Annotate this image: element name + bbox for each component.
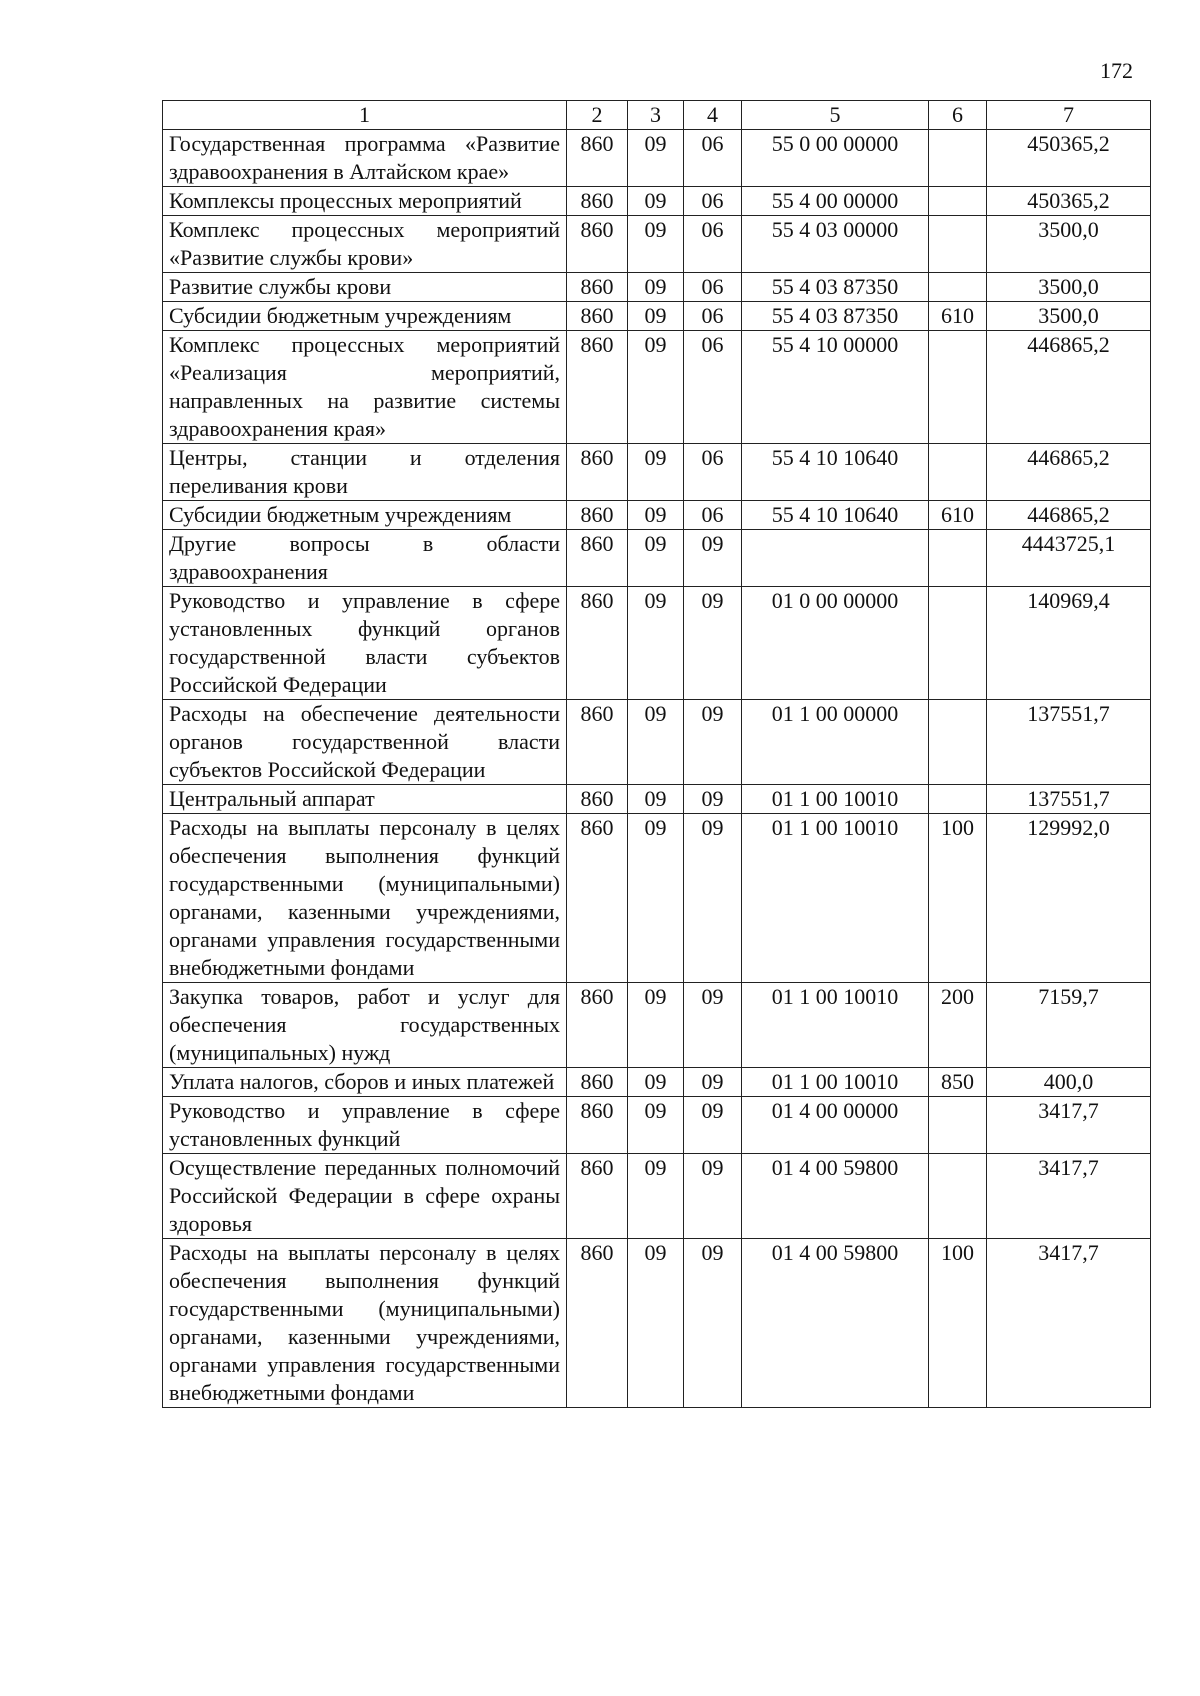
expense-name-cell: Уплата налогов, сборов и иных платежей [163,1068,567,1097]
target-article-cell: 01 1 00 10010 [742,814,929,983]
ministry-code-cell: 860 [567,1239,628,1408]
section-code-cell: 09 [628,331,684,444]
ministry-code-cell: 860 [567,785,628,814]
section-code-cell: 09 [628,444,684,501]
table-row [163,273,1151,302]
ministry-code-cell: 860 [567,983,628,1068]
table-row [163,331,1151,444]
table-row [163,444,1151,501]
section-code-cell: 09 [628,216,684,273]
target-article-cell: 01 4 00 59800 [742,1239,929,1408]
column-header-6: 6 [929,101,987,130]
table-row [163,302,1151,331]
ministry-code-cell: 860 [567,187,628,216]
expense-type-cell [929,587,987,700]
expense-type-cell [929,216,987,273]
section-code-cell: 09 [628,814,684,983]
ministry-code-cell: 860 [567,1068,628,1097]
amount-cell: 450365,2 [987,130,1151,187]
section-code-cell: 09 [628,983,684,1068]
expense-name-cell: Другие вопросы в области здравоохранения [163,530,567,587]
page-number: 172 [1100,58,1133,83]
table-row [163,700,1151,785]
table-row [163,530,1151,587]
section-code-cell: 09 [628,1154,684,1239]
expense-type-cell [929,1154,987,1239]
ministry-code-cell: 860 [567,814,628,983]
amount-cell: 137551,7 [987,700,1151,785]
subsection-code-cell: 06 [684,444,742,501]
amount-cell: 7159,7 [987,983,1151,1068]
section-code-cell: 09 [628,302,684,331]
expense-name-cell: Комплекс процессных мероприятий «Реализация мероприятий, направленных на развитие системы здравоохранения края» [163,331,567,444]
column-header-7: 7 [987,101,1151,130]
expense-name-cell: Расходы на обеспечение деятельности органов государственной власти субъектов Российской Федерации [163,700,567,785]
ministry-code-cell: 860 [567,1154,628,1239]
expense-name-cell: Закупка товаров, работ и услуг для обеспечения государственных (муниципальных) нужд [163,983,567,1068]
subsection-code-cell: 09 [684,983,742,1068]
subsection-code-cell: 09 [684,785,742,814]
expense-name-cell: Расходы на выплаты персоналу в целях обеспечения выполнения функций государственными (муниципальными) органами, казенными учреждениями, органами управления государственными внебюджетными фондами [163,814,567,983]
table-row [163,983,1151,1068]
expense-name-cell: Комплекс процессных мероприятий «Развитие службы крови» [163,216,567,273]
expense-type-cell: 610 [929,302,987,331]
subsection-code-cell: 06 [684,187,742,216]
target-article-cell: 01 1 00 10010 [742,785,929,814]
subsection-code-cell: 06 [684,331,742,444]
expense-name-cell: Развитие службы крови [163,273,567,302]
section-code-cell: 09 [628,785,684,814]
target-article-cell: 01 4 00 59800 [742,1154,929,1239]
ministry-code-cell: 860 [567,216,628,273]
subsection-code-cell: 06 [684,302,742,331]
subsection-code-cell: 06 [684,130,742,187]
table-row [163,1154,1151,1239]
target-article-cell: 55 0 00 00000 [742,130,929,187]
table-row [163,216,1151,273]
column-header-3: 3 [628,101,684,130]
ministry-code-cell: 860 [567,1097,628,1154]
amount-cell: 140969,4 [987,587,1151,700]
expense-name-cell: Осуществление переданных полномочий Российской Федерации в сфере охраны здоровья [163,1154,567,1239]
section-code-cell: 09 [628,530,684,587]
table-row [163,1097,1151,1154]
subsection-code-cell: 09 [684,814,742,983]
subsection-code-cell: 09 [684,530,742,587]
header-row [163,101,1151,130]
section-code-cell: 09 [628,130,684,187]
subsection-code-cell: 09 [684,1097,742,1154]
target-article-cell: 55 4 00 00000 [742,187,929,216]
expense-type-cell [929,530,987,587]
expense-type-cell [929,1097,987,1154]
amount-cell: 446865,2 [987,331,1151,444]
ministry-code-cell: 860 [567,587,628,700]
expense-name-cell: Субсидии бюджетным учреждениям [163,501,567,530]
ministry-code-cell: 860 [567,444,628,501]
amount-cell: 3417,7 [987,1239,1151,1408]
column-header-2: 2 [567,101,628,130]
subsection-code-cell: 09 [684,1154,742,1239]
expense-type-cell: 100 [929,1239,987,1408]
table-row [163,187,1151,216]
expense-name-cell: Руководство и управление в сфере установленных функций [163,1097,567,1154]
amount-cell: 400,0 [987,1068,1151,1097]
amount-cell: 3500,0 [987,273,1151,302]
column-header-4: 4 [684,101,742,130]
target-article-cell: 01 1 00 10010 [742,983,929,1068]
subsection-code-cell: 06 [684,501,742,530]
expense-type-cell: 100 [929,814,987,983]
target-article-cell: 01 1 00 00000 [742,700,929,785]
ministry-code-cell: 860 [567,130,628,187]
section-code-cell: 09 [628,587,684,700]
expense-type-cell [929,331,987,444]
expense-type-cell: 850 [929,1068,987,1097]
table-row [163,1068,1151,1097]
ministry-code-cell: 860 [567,501,628,530]
target-article-cell: 55 4 10 10640 [742,444,929,501]
ministry-code-cell: 860 [567,530,628,587]
expense-type-cell [929,444,987,501]
subsection-code-cell: 06 [684,273,742,302]
amount-cell: 3417,7 [987,1097,1151,1154]
section-code-cell: 09 [628,1068,684,1097]
target-article-cell: 55 4 03 87350 [742,273,929,302]
table-row [163,501,1151,530]
expense-type-cell [929,187,987,216]
section-code-cell: 09 [628,1239,684,1408]
expense-type-cell [929,130,987,187]
section-code-cell: 09 [628,187,684,216]
target-article-cell: 55 4 03 00000 [742,216,929,273]
amount-cell: 4443725,1 [987,530,1151,587]
table-row [163,587,1151,700]
budget-table [162,100,1151,1408]
section-code-cell: 09 [628,501,684,530]
expense-type-cell [929,273,987,302]
subsection-code-cell: 09 [684,700,742,785]
expense-name-cell: Государственная программа «Развитие здравоохранения в Алтайском крае» [163,130,567,187]
section-code-cell: 09 [628,700,684,785]
ministry-code-cell: 860 [567,331,628,444]
target-article-cell: 55 4 10 10640 [742,501,929,530]
target-article-cell: 55 4 03 87350 [742,302,929,331]
expense-name-cell: Центры, станции и отделения переливания крови [163,444,567,501]
amount-cell: 446865,2 [987,444,1151,501]
table-row [163,814,1151,983]
expense-name-cell: Комплексы процессных мероприятий [163,187,567,216]
ministry-code-cell: 860 [567,700,628,785]
column-header-1: 1 [163,101,567,130]
expense-type-cell [929,785,987,814]
amount-cell: 3500,0 [987,302,1151,331]
subsection-code-cell: 09 [684,587,742,700]
amount-cell: 3500,0 [987,216,1151,273]
column-header-5: 5 [742,101,929,130]
ministry-code-cell: 860 [567,302,628,331]
amount-cell: 129992,0 [987,814,1151,983]
ministry-code-cell: 860 [567,273,628,302]
amount-cell: 3417,7 [987,1154,1151,1239]
expense-type-cell: 610 [929,501,987,530]
subsection-code-cell: 06 [684,216,742,273]
table-row [163,130,1151,187]
target-article-cell [742,530,929,587]
target-article-cell: 01 1 00 10010 [742,1068,929,1097]
amount-cell: 137551,7 [987,785,1151,814]
expense-name-cell: Руководство и управление в сфере установленных функций органов государственной власти субъектов Российской Федерации [163,587,567,700]
section-code-cell: 09 [628,273,684,302]
target-article-cell: 55 4 10 00000 [742,331,929,444]
table-row [163,1239,1151,1408]
amount-cell: 446865,2 [987,501,1151,530]
section-code-cell: 09 [628,1097,684,1154]
target-article-cell: 01 0 00 00000 [742,587,929,700]
table-row [163,785,1151,814]
expense-type-cell: 200 [929,983,987,1068]
table-body [163,130,1151,1408]
expense-type-cell [929,700,987,785]
subsection-code-cell: 09 [684,1239,742,1408]
target-article-cell: 01 4 00 00000 [742,1097,929,1154]
expense-name-cell: Расходы на выплаты персоналу в целях обеспечения выполнения функций государственными (муниципальными) органами, казенными учреждениями, органами управления государственными внебюджетными фондами [163,1239,567,1408]
expense-name-cell: Центральный аппарат [163,785,567,814]
amount-cell: 450365,2 [987,187,1151,216]
subsection-code-cell: 09 [684,1068,742,1097]
expense-name-cell: Субсидии бюджетным учреждениям [163,302,567,331]
